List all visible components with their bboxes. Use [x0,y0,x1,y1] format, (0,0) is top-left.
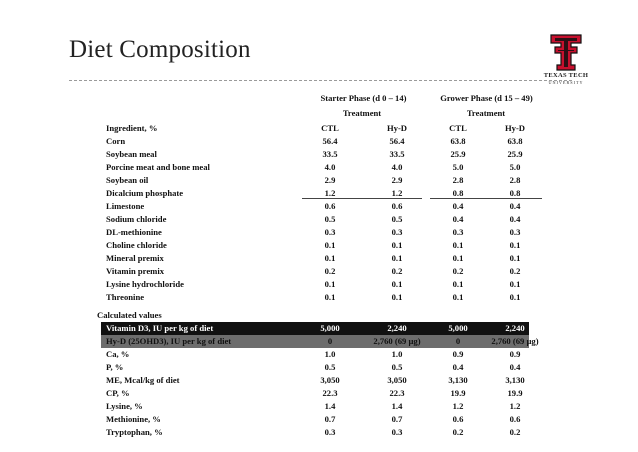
table-row [97,278,529,291]
table-cell: 0.3 [324,227,336,237]
table-cell: 0.6 [452,414,464,424]
table-cell: 1.4 [391,401,403,411]
table-cell: 3,050 [320,375,340,385]
table-cell: 3,130 [448,375,468,385]
grower-treatment-label: Treatment [466,108,506,118]
table-cell: 1.0 [324,349,336,359]
table-row [97,265,529,278]
row-label: Mineral premix [106,253,164,263]
table-cell: 0.5 [391,214,403,224]
col-header: Hy-D [504,123,526,133]
table-cell: 3,130 [505,375,525,385]
table-cell: 25.9 [450,149,466,159]
table-cell: 0.8 [452,188,464,198]
row-label: Methionine, % [106,414,161,424]
table-row [97,187,529,200]
table-cell: 2,240 [505,323,525,333]
table-cell: 0.1 [509,253,521,263]
table-cell: 4.0 [391,162,403,172]
row-label: Corn [106,136,126,146]
table-cell: 5.0 [452,162,464,172]
table-cell: 0 [455,336,461,346]
table-cell: 56.4 [389,136,405,146]
table-cell: 0.2 [509,427,521,437]
calc-values-row [97,309,529,322]
table-cell: 0.5 [324,214,336,224]
table-cell: 1.0 [391,349,403,359]
table-cell: 0.9 [509,349,521,359]
table-cell: 19.9 [507,388,523,398]
row-label: CP, % [106,388,130,398]
table-cell: 0.6 [509,414,521,424]
texas-tech-logo [537,32,595,90]
logo-name: TEXAS TECH [543,72,589,79]
slide-title: Diet Composition [69,36,251,63]
grower-phase-header: Grower Phase (d 15 – 49) [440,93,533,103]
table-cell: 0.5 [324,362,336,372]
table-cell: 0.1 [324,253,336,263]
logo-subtitle: UNIVERSITY [548,80,584,85]
table-cell: 63.8 [507,136,523,146]
table-cell: 1.2 [509,401,521,411]
table-cell: 33.5 [389,149,405,159]
table-row [97,322,529,335]
row-label: Soybean meal [106,149,157,159]
table-cell: 0.1 [509,292,521,302]
table-cell: 2.9 [391,175,403,185]
table-cell: 2,240 [387,323,407,333]
row-label: Vitamin D3, IU per kg of diet [106,323,214,333]
table-cell: 0.1 [391,240,403,250]
table-cell: 0.4 [509,201,521,211]
row-label: Porcine meat and bone meal [106,162,210,172]
col-header: CTL [321,123,339,133]
table-cell: 0.4 [452,214,464,224]
ingredient-header: Ingredient, % [106,123,158,133]
row-label: Vitamin premix [106,266,165,276]
table-cell: 3,050 [387,375,407,385]
table-cell: 2.8 [509,175,521,185]
table-cell: 0.4 [452,362,464,372]
table-cell: 0.2 [324,266,336,276]
phase-header-row [97,92,533,105]
table-cell: 0.3 [452,227,464,237]
table-cell: 0.1 [509,279,521,289]
table-row [97,361,529,374]
table-cell: 22.3 [389,388,405,398]
row-label: Dicalcium phosphate [106,188,184,198]
table-cell: 33.5 [322,149,338,159]
table-cell: 4.0 [324,162,336,172]
table-row [97,426,529,439]
table-row [97,148,529,161]
table-cell: 5,000 [320,323,340,333]
row-label: Sodium chloride [106,214,167,224]
table-row [97,374,529,387]
row-label: Soybean oil [106,175,149,185]
table-cell: 5,000 [448,323,468,333]
table-cell: 0.6 [324,201,336,211]
table-cell: 25.9 [507,149,523,159]
table-cell: 2.8 [452,175,464,185]
table-cell: 0.1 [452,279,464,289]
table-cell: 0.3 [391,427,403,437]
table-cell: 19.9 [450,388,466,398]
row-label: Hy-D (25OHD3), IU per kg of diet [106,336,232,346]
table-cell: 5.0 [509,162,521,172]
table-row [97,226,529,239]
row-label: Choline chloride [106,240,167,250]
table-cell: 0.6 [391,201,403,211]
row-label: ME, Mcal/kg of diet [106,375,180,385]
starter-phase-header: Starter Phase (d 0 – 14) [320,93,407,103]
table-cell: 0.1 [324,279,336,289]
table-cell: 0.1 [391,292,403,302]
table-cell: 0.4 [452,201,464,211]
table-cell: 2.9 [324,175,336,185]
row-label: Limestone [106,201,145,211]
table-row [97,400,529,413]
row-label: Ca, % [106,349,130,359]
col-header: CTL [449,123,467,133]
table-cell: 0.2 [509,266,521,276]
row-label: DL-methionine [106,227,162,237]
table-cell: 63.8 [450,136,466,146]
table-row [97,348,529,361]
table-cell: 0.1 [324,292,336,302]
row-label: Tryptophan, % [106,427,163,437]
table-row [97,252,529,265]
table-cell: 0.1 [452,292,464,302]
table-cell: 2,760 (69 µg) [373,336,421,346]
table-cell: 22.3 [322,388,338,398]
table-cell: 1.2 [391,188,403,198]
table-row [97,335,539,348]
table-cell: 0.8 [509,188,521,198]
table-cell: 0.7 [391,414,403,424]
table-cell: 1.4 [324,401,336,411]
title-divider [69,80,572,81]
table-cell: 0.1 [509,240,521,250]
table-row [97,135,529,148]
column-header-row [97,122,529,135]
table-cell: 0.5 [391,362,403,372]
table-row [97,174,529,187]
diet-table [97,92,539,437]
row-label: Lysine hydrochloride [106,279,184,289]
table-cell: 2,760 (69 µg) [491,336,539,346]
table-row [97,387,529,400]
table-row [97,291,529,304]
table-cell: 56.4 [322,136,338,146]
treatment-header-row [97,107,529,120]
row-label: Threonine [106,292,145,302]
table-cell: 0.1 [324,240,336,250]
table-cell: 0.1 [391,279,403,289]
calc-values-label: Calculated values [97,310,162,320]
table-cell: 1.2 [452,401,464,411]
table-row [97,239,529,252]
row-label: P, % [106,362,124,372]
table-cell: 0.3 [391,227,403,237]
table-cell: 0.2 [452,266,464,276]
table-cell: 1.2 [324,188,336,198]
double-t-icon [537,32,595,72]
table-cell: 0 [327,336,333,346]
calculated-rows [97,322,539,439]
table-cell: 0.2 [391,266,403,276]
table-cell: 0.3 [324,427,336,437]
table-row [97,200,529,213]
table-cell: 0.1 [391,253,403,263]
table-cell: 0.7 [324,414,336,424]
col-header: Hy-D [386,123,408,133]
table-cell: 0.4 [509,214,521,224]
table-row [97,161,529,174]
table-cell: 0.4 [509,362,521,372]
table-row [97,413,529,426]
ingredient-rows [97,135,529,304]
table-cell: 0.1 [452,253,464,263]
table-cell: 0.9 [452,349,464,359]
table-row [97,213,529,226]
table-cell: 0.3 [509,227,521,237]
table-cell: 0.1 [452,240,464,250]
table-cell: 0.2 [452,427,464,437]
starter-treatment-label: Treatment [342,108,382,118]
row-label: Lysine, % [106,401,143,411]
